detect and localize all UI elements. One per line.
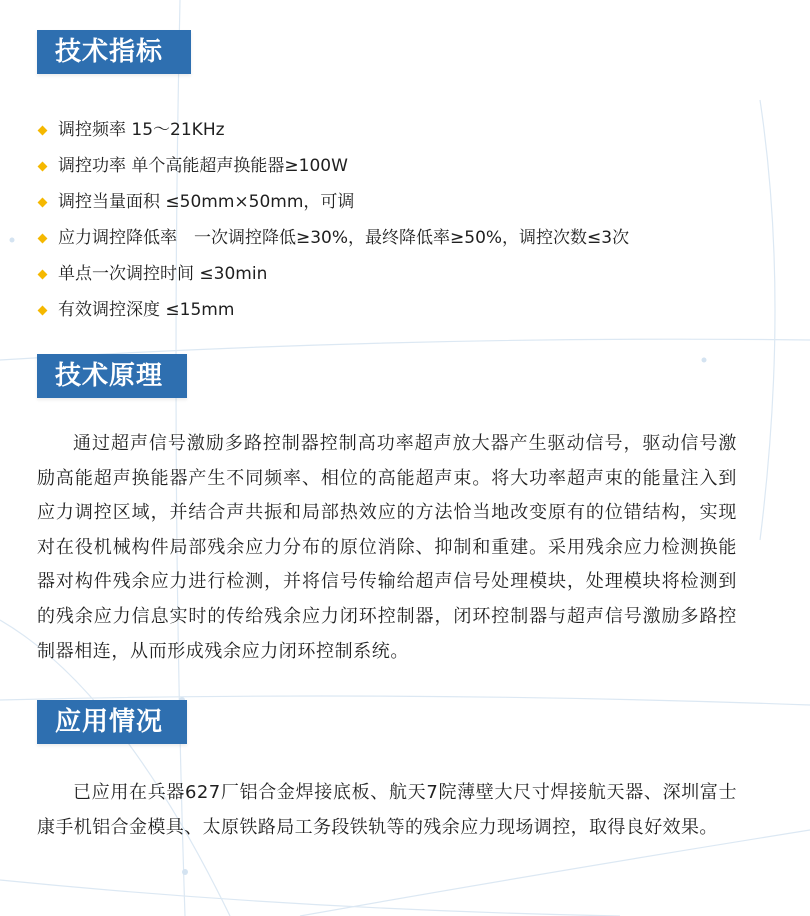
diamond-bullet-icon	[38, 234, 48, 244]
application-paragraph: 已应用在兵器627厂铝合金焊接底板、航天7院薄壁大尺寸焊接航天器、深圳富士康手机铝合金模具、太原铁路局工务段铁轨等的残余应力现场调控，取得良好效果。	[37, 782, 737, 838]
spec-item-time	[37, 259, 629, 295]
diamond-bullet-icon	[38, 198, 48, 208]
principle-paragraph: 通过超声信号激励多路控制器控制高功率超声放大器产生驱动信号，驱动信号激励高能超声换能器产生不同频率、相位的高能超声束。将大功率超声束的能量注入到应力调控区域，并结合声共振和局部热效应的方法恰当地改变原有的位错结构，实现对在役机械构件局部残余应力分布的原位消除、抑制和重建。采用残余应力检测换能器对构件残余应力进行检测，并将信号传输给超声信号处理模块，处理模块将检测到的残余应力信息实时的传给残余应力闭环控制器，闭环控制器与超声信号激励多路控制器相连，从而形成残余应力闭环控制系统。	[37, 433, 737, 662]
spec-item-text: 应力调控降低率 一次调控降低≥30%，最终降低率≥50%，调控次数≤3次	[58, 228, 630, 248]
spec-item-area	[37, 187, 629, 223]
spec-item-text: 单点一次调控时间 ≤30min	[58, 264, 268, 284]
spec-item-frequency	[37, 115, 629, 151]
section-title-principle: 技术原理	[37, 354, 187, 398]
diamond-bullet-icon	[38, 270, 48, 280]
spec-item-text: 调控当量面积 ≤50mm×50mm，可调	[58, 192, 355, 212]
diamond-bullet-icon	[38, 306, 48, 316]
spec-list	[37, 115, 629, 331]
diamond-bullet-icon	[38, 126, 48, 136]
spec-item-text: 有效调控深度 ≤15mm	[58, 300, 235, 320]
section-title-spec: 技术指标	[37, 30, 191, 74]
spec-item-text: 调控功率 单个高能超声换能器≥100W	[58, 156, 348, 176]
spec-item-text: 调控频率 15～21KHz	[58, 120, 225, 140]
diamond-bullet-icon	[38, 162, 48, 172]
section-title-application: 应用情况	[37, 700, 187, 744]
spec-item-reduction	[37, 223, 629, 259]
spec-item-power	[37, 151, 629, 187]
spec-item-depth	[37, 295, 629, 331]
